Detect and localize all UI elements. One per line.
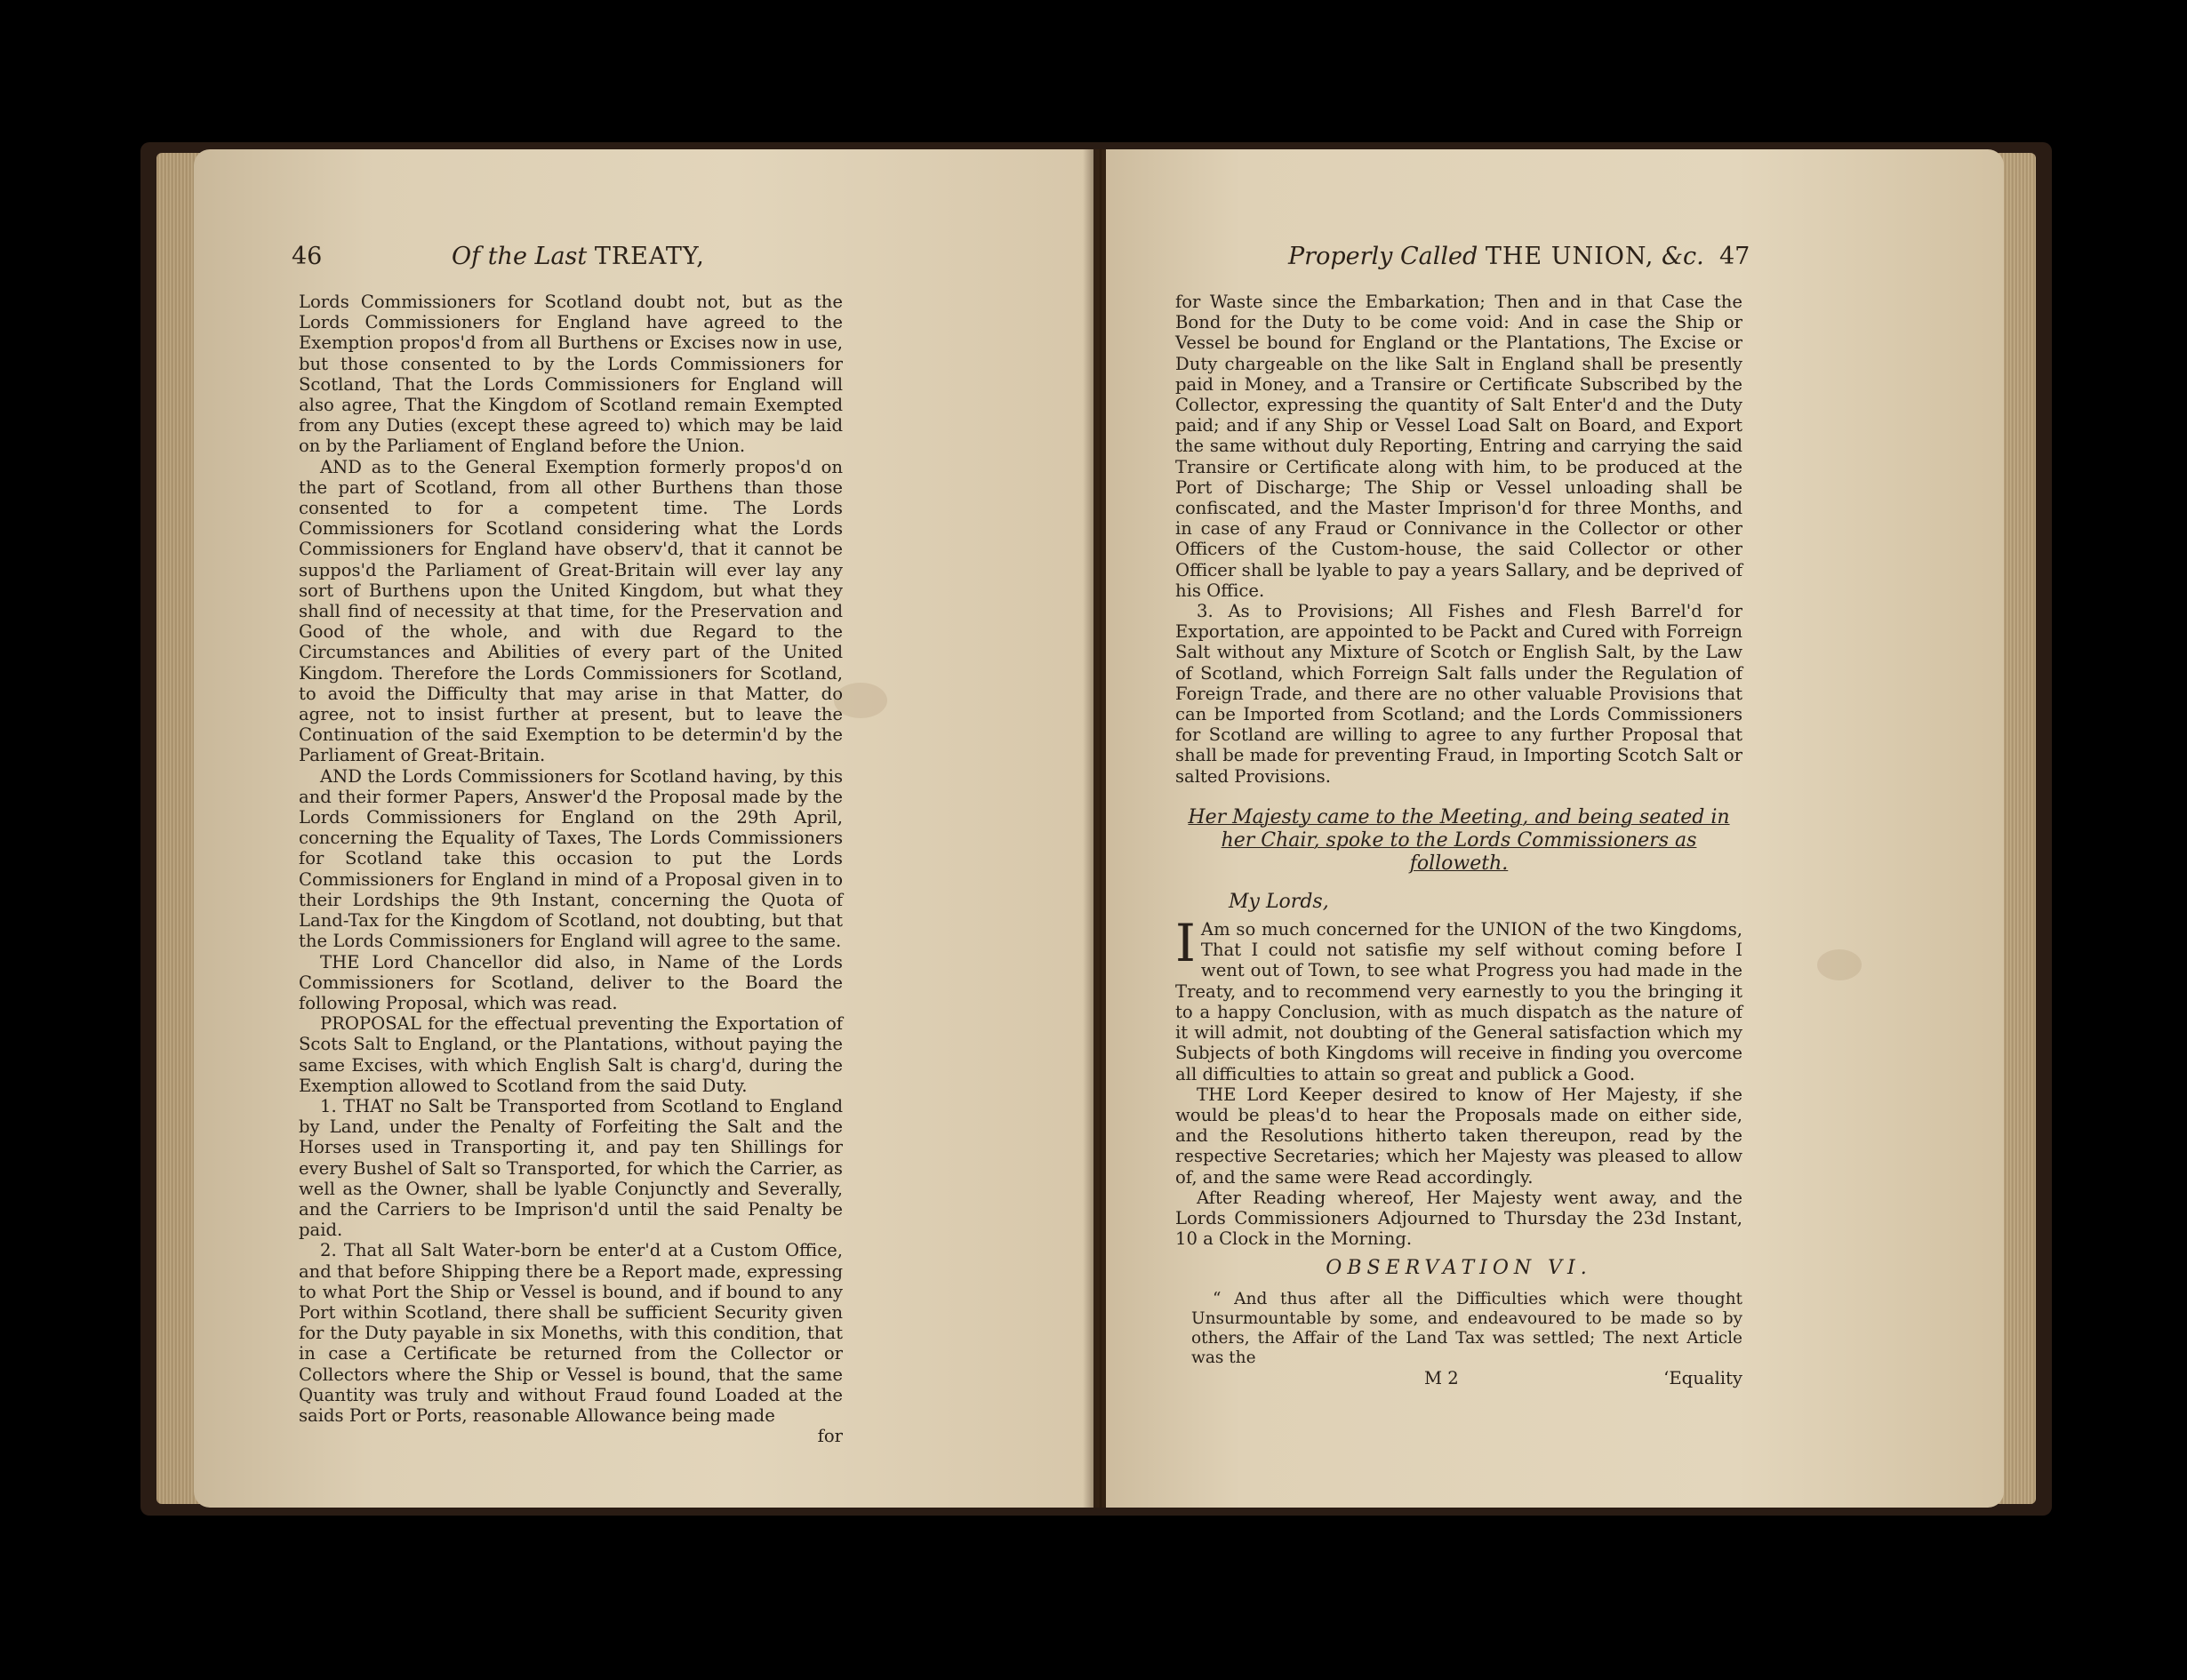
right-running-header — [1106, 243, 2004, 278]
right-catchword: ‘Equality — [1663, 1367, 1742, 1388]
right-paragraph: After Reading whereof, Her Majesty went away, and the Lords Commissioners Adjourned to Thursday the 23d Instant, 10 a Clock in the Morning. — [1175, 1187, 1742, 1250]
left-catchword: for — [817, 1426, 843, 1447]
signature-mark: M 2 — [1424, 1367, 1459, 1388]
right-title-caps: THE UNION, — [1485, 243, 1654, 270]
left-paragraph: THE Lord Chancellor did also, in Name of the Lords Commissioners for Scotland, deliver to the Board the following Proposal, which was read. — [299, 951, 843, 1013]
left-body-text — [299, 292, 843, 1447]
paper-stain — [1817, 949, 1862, 980]
right-page-foot — [1175, 1368, 1742, 1389]
left-paragraph: 2. That all Salt Water-born be enter'd at a Custom Office, and that before Shipping there be a Report made, expressing to what Port the Ship or Vessel is bound, and if bound to any Port within Scotland, there shall be sufficient Security given for the Duty payable in six Moneths, with this condition, that in case a Certificate be returned from the Collector or Collectors where the Ship or Vessel is bound, that the same Quantity was truly and without Fraud found Loaded at the saids Port or Ports, reasonable Allowance being made — [299, 1240, 843, 1426]
speech-heading: Her Majesty came to the Meeting, and being seated in her Chair, spoke to the Lords Commissioners as followeth. — [1188, 805, 1730, 875]
right-title-italic: Properly Called — [1288, 243, 1478, 270]
right-page-number: 47 — [1719, 243, 1750, 270]
left-paragraph: PROPOSAL for the effectual preventing the Exportation of Scots Salt to England, or the Plantations, without paying the same Excises, with which English Salt is charg'd, during the Exemption allowed to Scotland from the said Duty. — [299, 1013, 843, 1096]
observation-text: “ And thus after all the Difficulties which were thought Unsurmountable by some, and endeavoured to be made so by others, the Affair of the Land Tax was settled; The next Article was the — [1191, 1289, 1742, 1367]
right-body-text — [1175, 292, 1742, 1389]
right-paragraph: THE Lord Keeper desired to know of Her Majesty, if she would be pleas'd to hear the Proposals made on either side, and the Resolutions hitherto taken thereupon, read by the respective Secretaries; which her Majesty was pleased to allow of, and the same were Read accordingly. — [1175, 1084, 1742, 1188]
left-paragraph: AND the Lords Commissioners for Scotland having, by this and their former Papers, Answer'd the Proposal made by the Lords Commissioners for England on the 29th April, concerning the Equality of Taxes, The Lords Commissioners for Scotland take this occasion to put the Lords Commissioners for England in mind of a Proposal given in to their Lordships the 9th Instant, concerning the Quota of Land-Tax for the Kingdom of Scotland, not doubting, but that the Lords Commissioners for England will agree to the same. — [299, 765, 843, 952]
left-title-italic: Of the Last — [452, 243, 588, 270]
queen-speech — [1175, 913, 1742, 1084]
speech-text: Am so much concerned for the UNION of the two Kingdoms, That I could not satisfie my self without coming before I went out of Town, to see what Progress you had made in the Treaty, and to recommend very earnestly to you the bringing it to a happy Conclusion, with as much dispatch as the nature of it will admit, not doubting of the General satisfaction which my Subjects of both Kingdoms will receive in finding you overcome all difficulties to attain so great and publick a Good. — [1175, 919, 1742, 1084]
observation-heading: OBSERVATION VI. — [1326, 1257, 1592, 1280]
salutation: My Lords, — [1229, 890, 1329, 913]
right-running-title — [1288, 243, 1704, 270]
left-paragraph: AND as to the General Exemption formerly propos'd on the part of Scotland, from all other Burthens than those consented to for a competent time. The Lords Commissioners for Scotland considering what the Lords Commissioners for England have observ'd, that it cannot be suppos'd the Parliament of Great-Britain will ever lay any sort of Burthens upon the United Kingdom, but what they shall find of necessity at that time, for the Preservation and Good of the whole, and with due Regard to the Circumstances and Abilities of every part of the United Kingdom. Therefore the Lords Commissioners for Scotland, to avoid the Difficulty that may arise in that Matter, do agree, not to insist further at present, but to leave the Continuation of the said Exemption to be determin'd by the Parliament of Great-Britain. — [299, 456, 843, 766]
left-running-title — [452, 243, 705, 270]
open-book — [140, 142, 2052, 1516]
left-paragraph: Lords Commissioners for Scotland doubt not, but as the Lords Commissioners for England have agreed to the Exemption propos'd from all Burthens or Excises now in use, but those consented to by the Lords Commissioners for Scotland, That the Lords Commissioners for England will also agree, That the Kingdom of Scotland remain Exempted from any Duties (except these agreed to) which may be laid on by the Parliament of England before the Union. — [299, 292, 843, 457]
left-page-foot — [299, 1426, 843, 1447]
left-paragraph: 1. THAT no Salt be Transported from Scotland to England by Land, under the Penalty of Forfeiting the Salt and the Horses used in Transporting it, and pay ten Shillings for every Bushel of Salt so Transported, for which the Carrier, as well as the Owner, shall be lyable Conjunctly and Severally, and the Carriers to be Imprison'd until the said Penalty be paid. — [299, 1095, 843, 1241]
right-paragraph: 3. As to Provisions; All Fishes and Flesh Barrel'd for Exportation, are appointed to be Packt and Cured with Forreign Salt without any Mixture of Scotch or English Salt, by the Law of Scotland, which Forreign Salt falls under the Regulation of Foreign Trade, and there are no other valuable Provisions that can be Imported from Scotland; and the Lords Commissioners for Scotland are willing to agree to any further Proposal that shall be made for preventing Fraud, in Importing Scotch Salt or salted Provisions. — [1175, 601, 1742, 787]
drop-cap: I — [1175, 913, 1196, 974]
left-title-caps: TREATY, — [594, 243, 705, 270]
right-paragraph: for Waste since the Embarkation; Then and in that Case the Bond for the Duty to be come void: And in case the Ship or Vessel be bound for England or the Plantations, The Excise or Duty chargeable on the like Salt in England shall be presently paid in Money, and a Transire or Certificate Subscribed by the Collector, expressing the quantity of Salt Enter'd and the Duty paid; and if any Ship or Vessel Load Salt on Board, and Export the same without duly Reporting, Entring and carrying the said Transire or Certificate along with him, to be produced at the Port of Discharge; The Ship or Vessel unloading shall be confiscated, and the Master Imprison'd for three Months, and in case of any Fraud or Connivance in the Collector or other Officers of the Custom-house, the said Collector or other Officer shall be lyable to pay a years Sallary, and be deprived of his Office. — [1175, 292, 1742, 601]
right-page — [1106, 149, 2004, 1508]
left-page-number: 46 — [292, 243, 323, 270]
right-title-etc: &c. — [1661, 243, 1704, 270]
left-running-header — [194, 243, 1094, 278]
left-page — [194, 149, 1094, 1508]
